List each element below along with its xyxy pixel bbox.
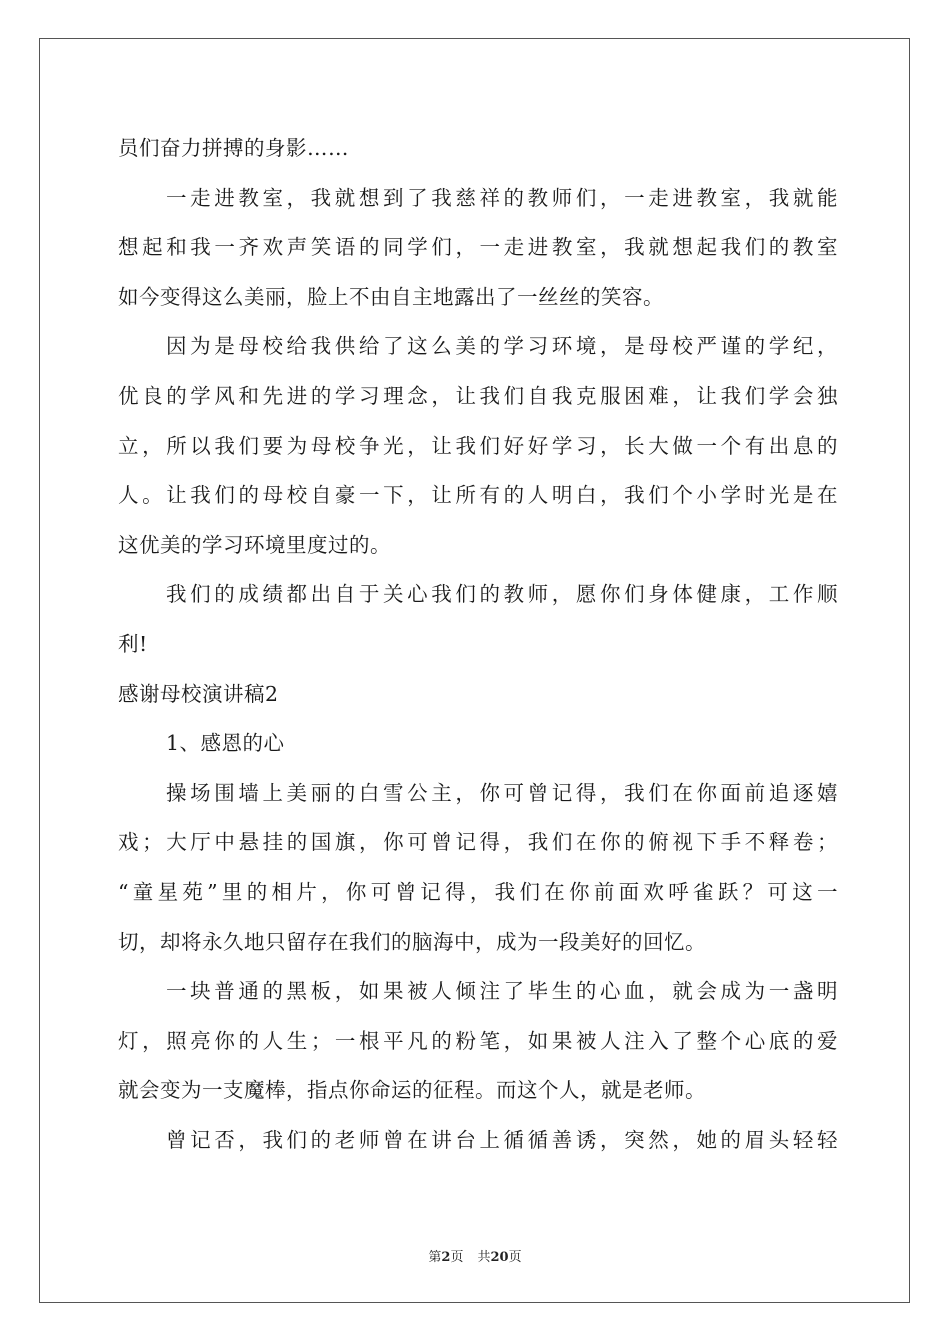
text-line: 优良的学风和先进的学习理念，让我们自我克服困难，让我们学会独 (118, 383, 838, 408)
text-line: 操场围墙上美丽的白雪公主，你可曾记得，我们在你面前追逐嬉 (166, 780, 838, 805)
subsection-heading: 1、感恩的心 (166, 731, 285, 756)
total-pages: 20 (490, 1250, 509, 1265)
page-prefix: 第 (428, 1250, 442, 1265)
page-suffix: 页 (450, 1250, 464, 1265)
total-suffix: 页 (508, 1250, 522, 1265)
text-line: 我们的成绩都出自于关心我们的教师，愿你们身体健康，工作顺 (166, 582, 838, 607)
text-line: 这优美的学习环境里度过的。 (118, 532, 391, 557)
document-body (118, 124, 838, 1165)
text-line: 一块普通的黑板，如果被人倾注了毕生的心血，就会成为一盏明 (166, 979, 838, 1004)
text-line: 因为是母校给我供给了这么美的学习环境，是母校严谨的学纪， (166, 334, 838, 359)
text-line: 人。让我们的母校自豪一下，让所有的人明白，我们个小学时光是在 (118, 483, 838, 508)
text-line: “童星苑”里的相片，你可曾记得，我们在你前面欢呼雀跃？可这一 (118, 879, 838, 904)
text-line: 切，却将永久地只留存在我们的脑海中，成为一段美好的回忆。 (118, 929, 706, 954)
text-line: 员们奋力拼搏的身影…… (118, 136, 349, 160)
total-prefix: 共 (477, 1250, 491, 1265)
text-line: 戏；大厅中悬挂的国旗，你可曾记得，我们在你的俯视下手不释卷； (118, 830, 838, 855)
section-heading: 感谢母校演讲稿2 (118, 681, 279, 706)
text-line: 灯，照亮你的人生；一根平凡的粉笔，如果被人注入了整个心底的爱 (118, 1028, 838, 1053)
text-line: 曾记否，我们的老师曾在讲台上循循善诱，突然，她的眉头轻轻 (166, 1127, 838, 1152)
text-line: 想起和我一齐欢声笑语的同学们，一走进教室，我就想起我们的教室 (118, 235, 838, 260)
page-number: 2 (441, 1250, 451, 1265)
text-line: 利! (118, 631, 148, 656)
page-footer (0, 1246, 950, 1265)
text-line: 立，所以我们要为母校争光，让我们好好学习，长大做一个有出息的 (118, 433, 838, 458)
text-line: 一走进教室，我就想到了我慈祥的教师们，一走进教室，我就能 (166, 185, 838, 210)
text-line: 如今变得这么美丽，脸上不由自主地露出了一丝丝的笑容。 (118, 284, 664, 309)
text-line: 就会变为一支魔棒，指点你命运的征程。而这个人，就是老师。 (118, 1078, 706, 1103)
